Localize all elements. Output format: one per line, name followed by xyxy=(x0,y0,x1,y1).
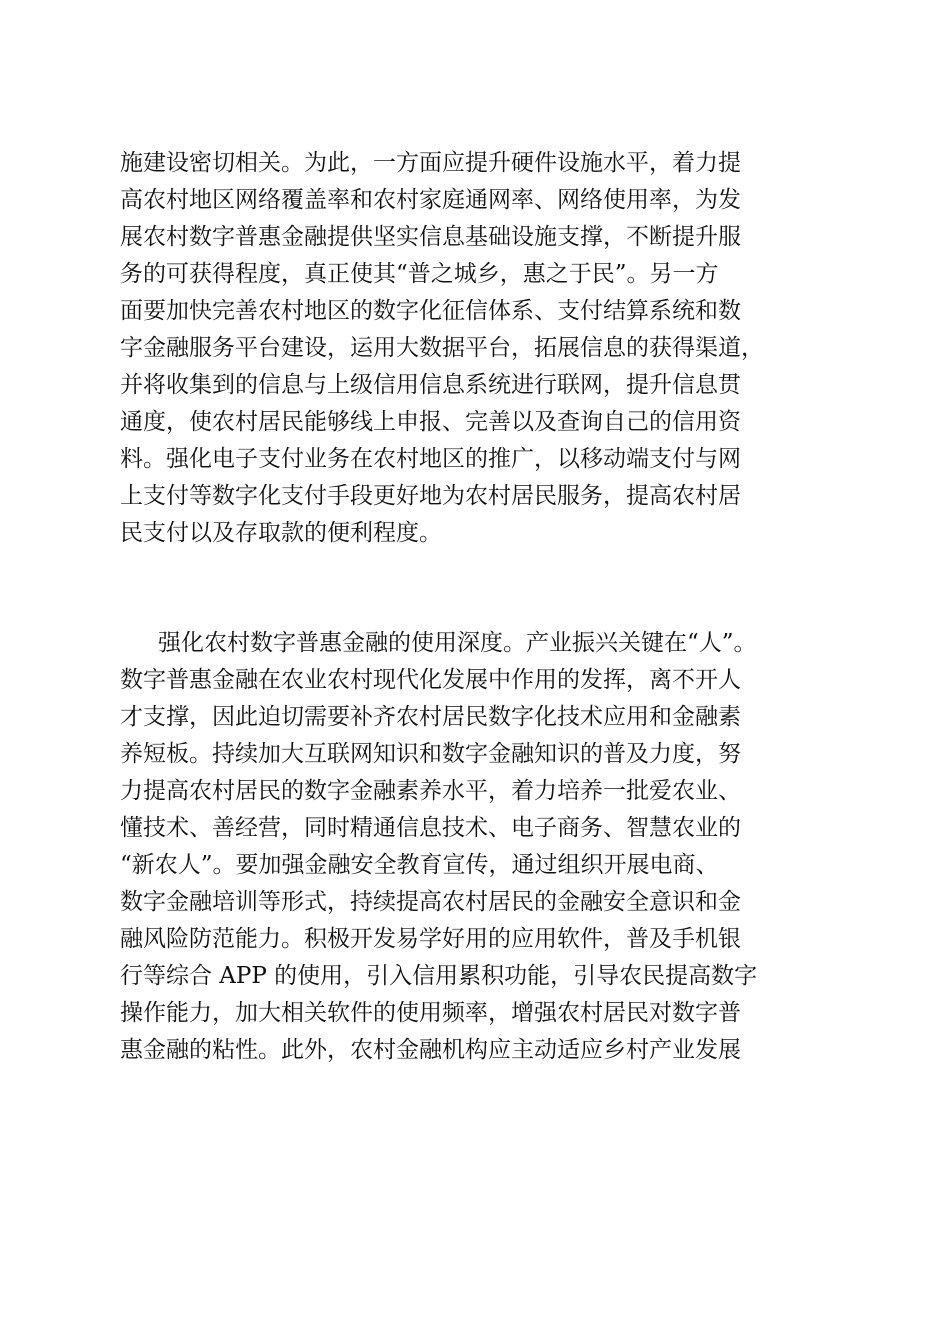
text-line: 务的可获得程度，真正使其“普之城乡，惠之于民”。另一方 xyxy=(120,261,719,287)
text-line: 上支付等数字化支付手段更好地为农村居民服务，提高农村居 xyxy=(120,483,741,509)
text-line: 惠金融的粘性。此外，农村金融机构应主动适应乡村产业发展 xyxy=(120,1037,741,1063)
text-line: 数字普惠金融在农业农村现代化发展中作用的发挥，离不开人 xyxy=(120,667,741,693)
text-line: 才支撑，因此迫切需要补齐农村居民数字化技术应用和金融素 xyxy=(120,704,741,730)
text-line: “新农人”。要加强金融安全教育宣传，通过组织开展电商、 xyxy=(120,852,719,878)
text-line: 民支付以及存取款的便利程度。 xyxy=(120,520,442,546)
text-line: 力提高农村居民的数字金融素养水平，着力培养一批爱农业、 xyxy=(120,778,741,804)
text-line: 操作能力，加大相关软件的使用频率，增强农村居民对数字普 xyxy=(120,1000,741,1026)
text-line: 数字金融培训等形式，持续提高农村居民的金融安全意识和金 xyxy=(120,889,741,915)
text-line: 融风险防范能力。积极开发易学好用的应用软件，普及手机银 xyxy=(120,926,741,952)
paragraph-continued xyxy=(120,145,840,552)
text-line: 通度，使农村居民能够线上申报、完善以及查询自己的信用资 xyxy=(120,409,741,435)
text-line: 行等综合 APP 的使用，引入信用累积功能，引导农民提高数字 xyxy=(120,963,758,989)
text-line-first: 强化农村数字普惠金融的使用深度。产业振兴关键在“人”。 xyxy=(158,630,757,656)
text-line: 懂技术、善经营，同时精通信息技术、电子商务、智慧农业的 xyxy=(120,815,741,841)
text-line: 面要加快完善农村地区的数字化征信体系、支付结算系统和数 xyxy=(120,298,741,324)
text-line: 字金融服务平台建设，运用大数据平台，拓展信息的获得渠道， xyxy=(120,335,764,361)
text-line: 施建设密切相关。为此，一方面应提升硬件设施水平，着力提 xyxy=(120,150,741,176)
text-line: 料。强化电子支付业务在农村地区的推广，以移动端支付与网 xyxy=(120,446,741,472)
text-line: 养短板。持续加大互联网知识和数字金融知识的普及力度，努 xyxy=(120,741,741,767)
text-line: 并将收集到的信息与上级信用信息系统进行联网，提升信息贯 xyxy=(120,372,741,398)
paragraph-usage-depth xyxy=(120,625,840,1069)
text-line: 展农村数字普惠金融提供坚实信息基础设施支撑，不断提升服 xyxy=(120,224,741,250)
text-line: 高农村地区网络覆盖率和农村家庭通网率、网络使用率，为发 xyxy=(120,187,741,213)
